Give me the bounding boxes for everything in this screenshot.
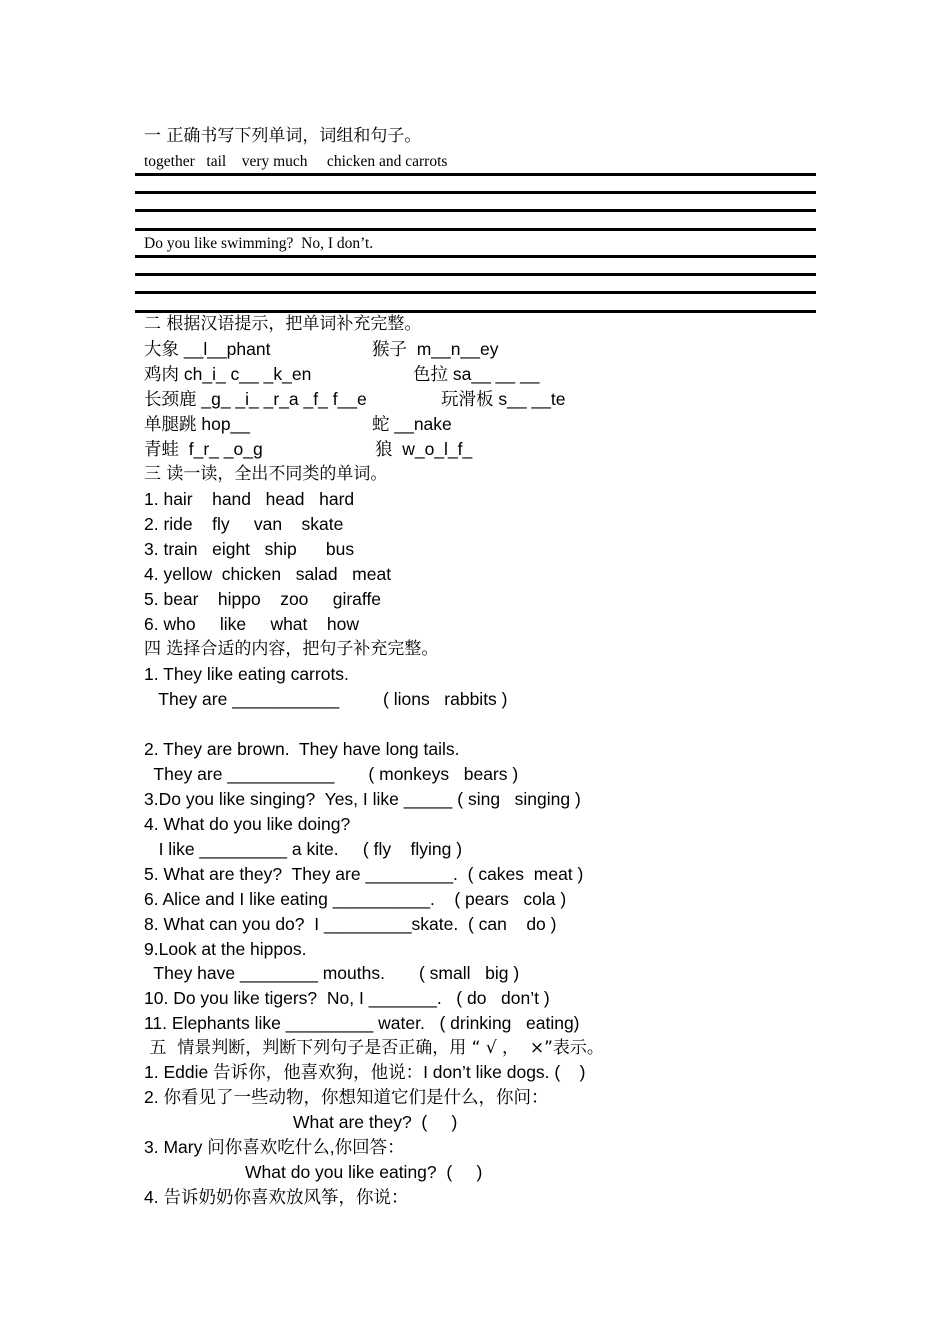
question-line: 3.Do you like singing? Yes, I like _____ ( sing singing ) [144, 789, 581, 809]
question-line: 1. They like eating carrots. [144, 664, 349, 684]
section1-sentence-line: Do you like swimming? No, I don’t. [144, 235, 374, 252]
writing-rule [135, 173, 816, 176]
fill-word-left: 鸡肉 ch_i_ c__ _k_en [144, 364, 312, 384]
question-line: 9.Look at the hippos. [144, 939, 307, 959]
question-line: 5. What are they? They are _________. ( cakes meat ) [144, 864, 584, 884]
fill-word-right: 色拉 sa__ __ __ [413, 364, 540, 384]
judgement-line: 2. 你看见了一些动物，你想知道它们是什么，你问： [144, 1087, 549, 1107]
question-line: 11. Elephants like _________ water. ( drinking eating) [144, 1013, 580, 1033]
section1-heading: 一 正确书写下列单词，词组和句子。 [144, 126, 422, 146]
writing-rule [135, 273, 816, 276]
fill-word-right: 狼 w_o_l_f_ [375, 439, 473, 459]
fill-word-right: 猴子 m__n__ey [372, 339, 499, 359]
fill-word-left: 青蛙 f_r_ _o_g [144, 439, 263, 459]
odd-one-out-item: 1. hair hand head hard [144, 489, 355, 509]
writing-rule [135, 255, 816, 258]
odd-one-out-item: 4. yellow chicken salad meat [144, 564, 392, 584]
odd-one-out-item: 6. who like what how [144, 614, 359, 634]
question-line: 6. Alice and I like eating __________. ( pears cola ) [144, 889, 567, 909]
section2-heading: 二 根据汉语提示，把单词补充完整。 [144, 314, 422, 334]
question-line: 10. Do you like tigers? No, I _______. ( do don’t ) [144, 988, 550, 1008]
section4-heading: 四 选择合适的内容，把句子补充完整。 [144, 639, 439, 659]
fill-word-left: 单腿跳 hop__ [144, 414, 251, 434]
section1-words-line: together tail very much chicken and carrots [144, 153, 448, 170]
fill-word-right: 蛇 __nake [372, 414, 452, 434]
section3-heading: 三 读一读，全出不同类的单词。 [144, 464, 388, 484]
odd-one-out-item: 3. train eight ship bus [144, 539, 355, 559]
question-line: I like _________ a kite. ( fly flying ) [144, 839, 463, 859]
question-line: They are ___________ ( lions rabbits ) [144, 689, 508, 709]
writing-rule [135, 228, 816, 231]
question-line: 4. What do you like doing? [144, 814, 351, 834]
judgement-line: 3. Mary 问你喜欢吃什么,你回答： [144, 1137, 405, 1157]
question-line: 2. They are brown. They have long tails. [144, 739, 460, 759]
question-line: They are ___________ ( monkeys bears ) [144, 764, 519, 784]
question-line: 8. What can you do? I _________skate. ( can do ) [144, 914, 557, 934]
writing-rule [135, 291, 816, 294]
odd-one-out-item: 2. ride fly van skate [144, 514, 344, 534]
judgement-line: 1. Eddie 告诉你，他喜欢狗，他说：I don’t like dogs. ( ) [144, 1062, 586, 1082]
writing-rule [135, 209, 816, 212]
odd-one-out-item: 5. bear hippo zoo giraffe [144, 589, 382, 609]
fill-word-right: 玩滑板 s__ __te [441, 389, 566, 409]
judgement-line: What are they? ( ) [293, 1112, 458, 1132]
question-line: They have ________ mouths. ( small big ) [144, 963, 520, 983]
writing-rule [135, 191, 816, 194]
judgement-line: 4. 告诉奶奶你喜欢放风筝，你说： [144, 1187, 409, 1207]
judgement-line: What do you like eating? ( ) [245, 1162, 483, 1182]
writing-rule [135, 310, 816, 313]
section5-heading: 五 情景判断，判断下列句子是否正确，用 “ √ ， ×”表示。 [144, 1038, 604, 1058]
fill-word-left: 大象 __l__phant [144, 339, 271, 359]
fill-word-left: 长颈鹿 _g_ _i_ _r_a _f_ f__e [144, 389, 367, 409]
